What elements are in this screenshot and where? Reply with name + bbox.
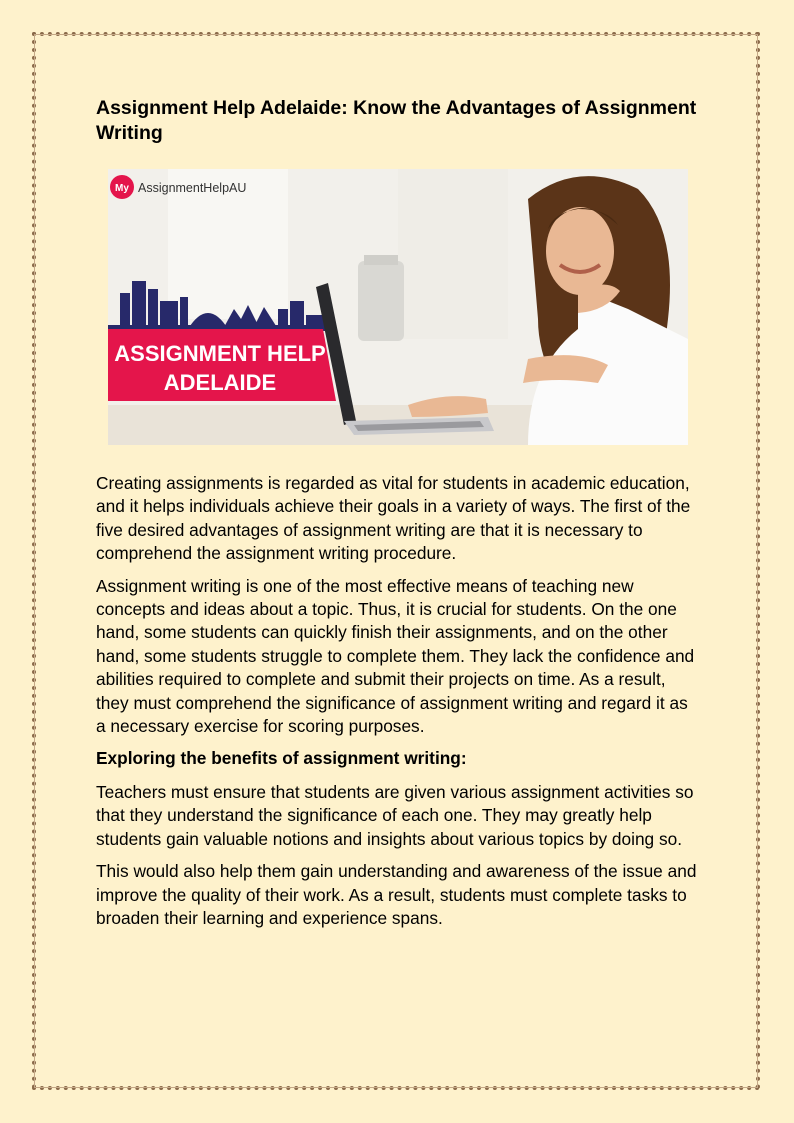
paragraph-2: Assignment writing is one of the most effective means of teaching new concepts and ideas about a topic. Thus, it is crucial for students. On the one hand, some students can quickly finish their assignments, and on the other hand, some students struggle to complete them. They lack the confidence and abilities required to complete and submit their projects on time. As a result, they must comprehend the significance of assignment writing and regard it as a necessary exercise for scoring purposes. bbox=[96, 575, 695, 737]
section-heading: Exploring the benefits of assignment writing: bbox=[96, 748, 467, 769]
hero-image bbox=[108, 169, 688, 445]
paragraph-3: Teachers must ensure that students are given various assignment activities so that they understand the significance of each one. They may greatly help students gain valuable notions and insights about various topics by doing so. bbox=[96, 781, 694, 849]
banner bbox=[108, 329, 336, 401]
logo-text: AssignmentHelpAU bbox=[138, 181, 247, 195]
document-body bbox=[96, 96, 701, 939]
banner-line-1: ASSIGNMENT HELP bbox=[114, 341, 326, 366]
paragraph-4: This would also help them gain understanding and awareness of the issue and improve the quality of their work. As a result, students must complete tasks to broaden their learning and experience spans. bbox=[96, 861, 697, 928]
logo-prefix: My bbox=[115, 183, 129, 194]
document-title: Assignment Help Adelaide: Know the Advantages of Assignment Writing bbox=[96, 97, 697, 144]
paragraph-1: Creating assignments is regarded as vital for students in academic education, and it helps individuals achieve their goals in a variety of ways. The first of the five desired advantages of assignment writing are that it is necessary to comprehend the assignment writing procedure. bbox=[96, 473, 691, 564]
banner-line-2: ADELAIDE bbox=[163, 370, 277, 395]
